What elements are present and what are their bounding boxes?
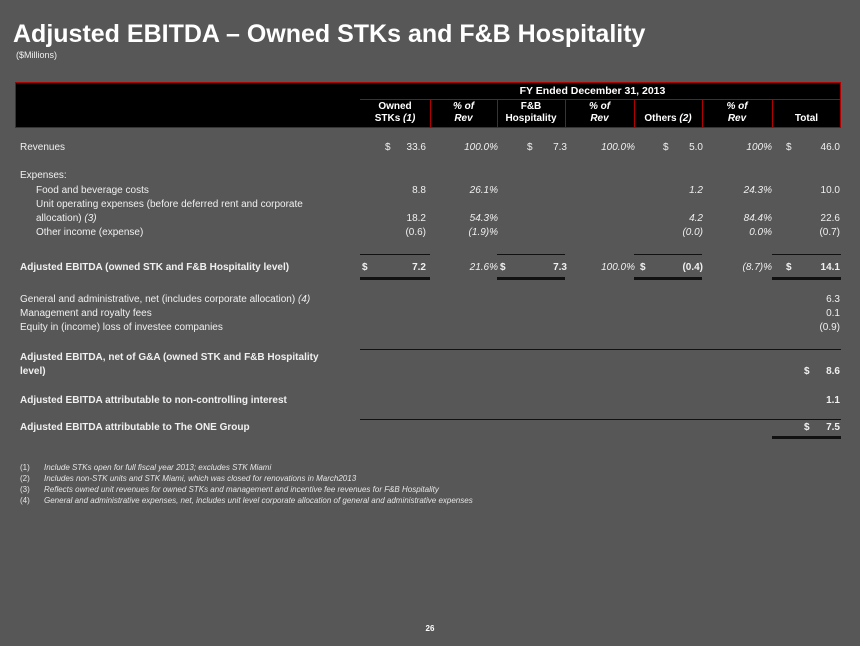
rule [360,349,841,350]
period-underline [360,99,841,100]
cell-value: 33.6 [406,142,426,153]
cell-value: 1.2 [689,185,703,196]
currency-sign: $ [663,142,669,153]
currency-sign: $ [786,262,792,273]
page-title: Adjusted EBITDA – Owned STKs and F&B Hospitality [13,20,646,48]
cell-value: 7.3 [553,142,567,153]
cell-percent: 100% [746,142,772,153]
cell-percent: 100.0% [601,262,635,273]
column-header-owned-stks: Owned STKs (1) [374,101,416,124]
column-header-others: Others (2) [644,113,692,124]
currency-sign: $ [500,262,506,273]
column-header-total: Total [794,113,819,124]
footnote: (1) Include STKs open for full fiscal year 2013; excludes STK Miami [20,463,272,472]
footnote: (3) Reflects owned unit revenues for owned STKs and management and incentive fee revenues for F&B Hospitality [20,485,439,494]
currency-sign: $ [640,262,646,273]
row-label-revenues: Revenues [20,142,66,153]
cell-percent: 100.0% [464,142,498,153]
currency-sign: $ [786,142,792,153]
double-underline [772,436,841,439]
row-label-general-admin: General and administrative, net (includes corporate allocation) (4) [20,294,311,305]
cell-value: 14.1 [820,262,840,273]
row-label-other-income: Other income (expense) [36,227,144,238]
column-header-pct-rev-others: % of Rev [726,101,748,124]
row-label-food-beverage: Food and beverage costs [36,185,149,196]
cell-value: (0.6) [405,227,426,238]
period-header: FY Ended December 31, 2013 [519,85,666,97]
currency-sign: $ [362,262,368,273]
cell-percent: 26.1% [469,185,498,196]
row-label-adjusted-ebitda: Adjusted EBITDA (owned STK and F&B Hospitality level) [20,262,290,273]
cell-value: 22.6 [820,213,840,224]
cell-percent: 100.0% [601,142,635,153]
cell-percent: 21.6% [469,262,498,273]
row-label-adjusted-net-ga-cont: level) [20,366,46,377]
footnote: (2) Includes non-STK units and STK Miami, which was closed for renovations in March2013 [20,474,357,483]
cell-percent: 54.3% [469,213,498,224]
rule [360,419,841,420]
double-underline [772,277,841,280]
cell-value: 4.2 [689,213,703,224]
column-header-pct-rev-fb: % of Rev [588,101,611,124]
cell-percent: 0.0% [749,227,772,238]
cell-value: 1.1 [826,395,840,406]
currency-sign: $ [804,366,810,377]
row-label-adjusted-net-ga: Adjusted EBITDA, net of G&A (owned STK and F&B Hospitality [20,352,319,363]
cell-percent: 84.4% [743,213,772,224]
cell-percent: (1.9)% [468,227,498,238]
rule [634,254,702,255]
double-underline [634,277,702,280]
currency-sign: $ [385,142,391,153]
rule [772,254,841,255]
row-label-one-group: Adjusted EBITDA attributable to The ONE Group [20,422,250,433]
cell-value: 8.6 [826,366,840,377]
footnote: (4) General and administrative expenses, net, includes unit level corporate allocation of general and administrative expenses [20,496,473,505]
double-underline [497,277,565,280]
page-number: 26 [425,624,435,633]
currency-sign: $ [804,422,810,433]
cell-value: 8.8 [412,185,426,196]
row-label-expenses: Expenses: [20,170,67,181]
cell-value: (0.7) [819,227,840,238]
row-label-unit-operating: Unit operating expenses (before deferred rent and corporate [36,199,303,210]
units-subtitle: ($Millions) [16,50,58,60]
cell-value: 0.1 [826,308,840,319]
column-header-pct-rev-stk: % of Rev [452,101,475,124]
cell-value: 18.2 [406,213,426,224]
cell-value: (0.9) [819,322,840,333]
cell-value: 10.0 [820,185,840,196]
double-underline [360,277,430,280]
row-label-management-fees: Management and royalty fees [20,308,152,319]
rule [497,254,565,255]
cell-value: 6.3 [826,294,840,305]
cell-percent: 24.3% [743,185,772,196]
column-header-fb-hospitality: F&B Hospitality [505,101,557,124]
cell-value: (0.0) [682,227,703,238]
cell-value: 7.3 [553,262,567,273]
currency-sign: $ [527,142,533,153]
row-label-equity-investee: Equity in (income) loss of investee companies [20,322,223,333]
row-label-non-controlling: Adjusted EBITDA attributable to non-controlling interest [20,395,287,406]
cell-value: 7.2 [412,262,426,273]
cell-value: 5.0 [689,142,703,153]
cell-percent: (8.7)% [742,262,772,273]
row-label-unit-operating-cont: allocation) (3) [36,213,97,224]
cell-value: (0.4) [682,262,703,273]
cell-value: 46.0 [820,142,840,153]
rule [360,254,430,255]
cell-value: 7.5 [826,422,840,433]
